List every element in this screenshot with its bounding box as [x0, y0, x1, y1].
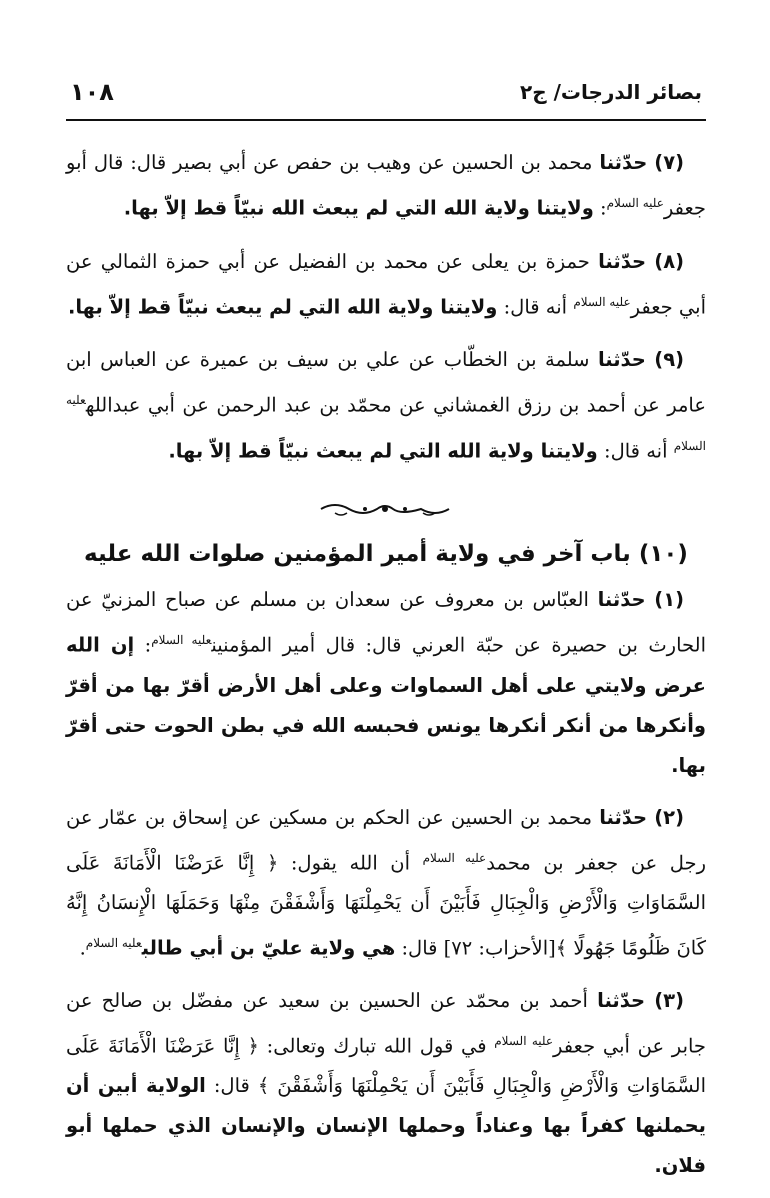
hadith-matn: ولايتنا ولاية الله التي لم يبعث الله نبيّاً قط إلاّ بها. [123, 196, 594, 220]
hadith-matn: ولايتنا ولاية الله التي لم يبعث نبيّاً قط إلاّ بها. [67, 295, 498, 318]
header-rule [66, 119, 706, 121]
isnad-text: سلمة بن الخطّاب عن علي بن سيف بن عميرة عن العباس ابن عامر عن أحمد بن رزق الغمشاني عن محمّد بن عبد الرحمن عن أبي عبدالله [66, 348, 706, 417]
hadith-matn: إن الله عرض ولايتي على أهل السماوات وعلى أهل الأرض أقرّ بها من أقرّ وأنكرها من أنكر أنكرها يونس فحبسه الله في بطن الحوت حتى أقرّ بها. [66, 633, 706, 777]
hadith-7 [66, 142, 706, 229]
hadith-section-bottom [66, 580, 706, 1198]
hadith-matn: الولاية أبين أن يحملنها كفراً بها وعناداً وحملها الإنسان والإنسان الذي حملها أبو فلان. [66, 1074, 706, 1177]
separator: . [79, 936, 86, 960]
hadith-section-top [66, 142, 706, 483]
verse-reference: قال: [205, 1074, 258, 1097]
hadith-3 [66, 981, 706, 1187]
honorific: عليه السلام [573, 294, 631, 309]
hadith-number: (٧) [654, 151, 685, 174]
honorific: عليه السلام [422, 850, 487, 865]
hadith-lead: حدّثنا [597, 348, 646, 371]
hadith-number: (٢) [654, 805, 684, 829]
hadith-lead: حدّثنا [599, 805, 648, 829]
separator: في قول الله تبارك وتعالى: [258, 1034, 495, 1057]
separator: أنه قال: [597, 439, 674, 462]
chapter-title: (١٠) باب آخر في ولاية أمير المؤمنين صلوات الله عليه [84, 541, 688, 567]
hadith-lead: حدّثنا [597, 988, 646, 1012]
separator: أن الله يقول: [278, 851, 423, 874]
separator: : [134, 633, 152, 657]
separator: : [593, 196, 607, 220]
honorific: عليه السلام [66, 393, 706, 453]
quran-verse: ﴿ إِنَّا عَرَضْنَا الْأَمَانَةَ عَلَى السَّمَاوَاتِ وَالْأَرْضِ وَالْجِبَالِ فَأَبَيْنَ أَن يَحْمِلْنَهَا وَأَشْفَقْنَ ﴾ [66, 1034, 706, 1097]
hadith-number: (٣) [654, 988, 684, 1012]
isnad-text: محمد بن الحسين عن وهيب بن حفص عن أبي بصير قال: قال أبو جعفر [66, 151, 706, 220]
isnad-text: العبّاس بن معروف عن سعدان بن مسلم عن صباح المزنيّ عن الحارث بن حصيرة عن حبّة العرني قال: قال أمير المؤمنين [66, 588, 706, 657]
quran-verse: ﴿ إِنَّا عَرَضْنَا الْأَمَانَةَ عَلَى السَّمَاوَاتِ وَالْأَرْضِ وَالْجِبَالِ فَأَبَيْنَ أَن يَحْمِلْنَهَا وَأَشْفَقْنَ مِنْهَا وَحَمَلَهَا الْإِنسَانُ إِنَّهُ كَانَ ظَلُومًا جَهُولًا ﴾ [66, 851, 706, 960]
hadith-1 [66, 580, 706, 786]
hadith-8 [66, 241, 706, 328]
hadith-matn: ولايتنا ولاية الله التي لم يبعث نبيّاً قط إلاّ بها. [168, 439, 598, 462]
isnad-text: حمزة بن يعلى عن محمد بن الفضيل عن أبي حمزة الثمالي عن أبي جعفر [66, 249, 706, 318]
isnad-text: أحمد بن محمّد عن الحسين بن سعيد عن مفضّل بن صالح عن جابر عن أبي جعفر [66, 988, 706, 1057]
honorific: عليه السلام [606, 196, 664, 210]
hadith-number: (٩) [654, 348, 685, 371]
verse-reference: [الأحزاب: ٧٢] قال: [395, 936, 556, 960]
hadith-lead: حدّثنا [599, 151, 648, 174]
hadith-9 [66, 339, 706, 471]
hadith-matn: هي ولاية عليّ بن أبي طالب [141, 936, 396, 960]
honorific: عليه السلام [494, 1033, 554, 1048]
separator: أنه قال: [497, 295, 574, 318]
page-header [70, 78, 702, 112]
hadith-2 [66, 798, 706, 969]
ornament-divider-icon [315, 497, 455, 521]
hadith-number: (١) [654, 588, 685, 611]
honorific: عليه السلام [85, 936, 142, 950]
honorific: عليه السلام [151, 633, 212, 647]
isnad-text: محمد بن الحسين عن الحكم بن مسكين عن إسحاق بن عمّار عن رجل عن جعفر بن محمد [66, 805, 707, 874]
page-number: ١٠٨ [70, 78, 114, 106]
hadith-lead: حدّثنا [598, 249, 647, 273]
running-title: بصائر الدرجات/ ج٢ [520, 80, 702, 104]
hadith-number: (٨) [654, 249, 685, 273]
hadith-lead: حدّثنا [597, 588, 646, 611]
